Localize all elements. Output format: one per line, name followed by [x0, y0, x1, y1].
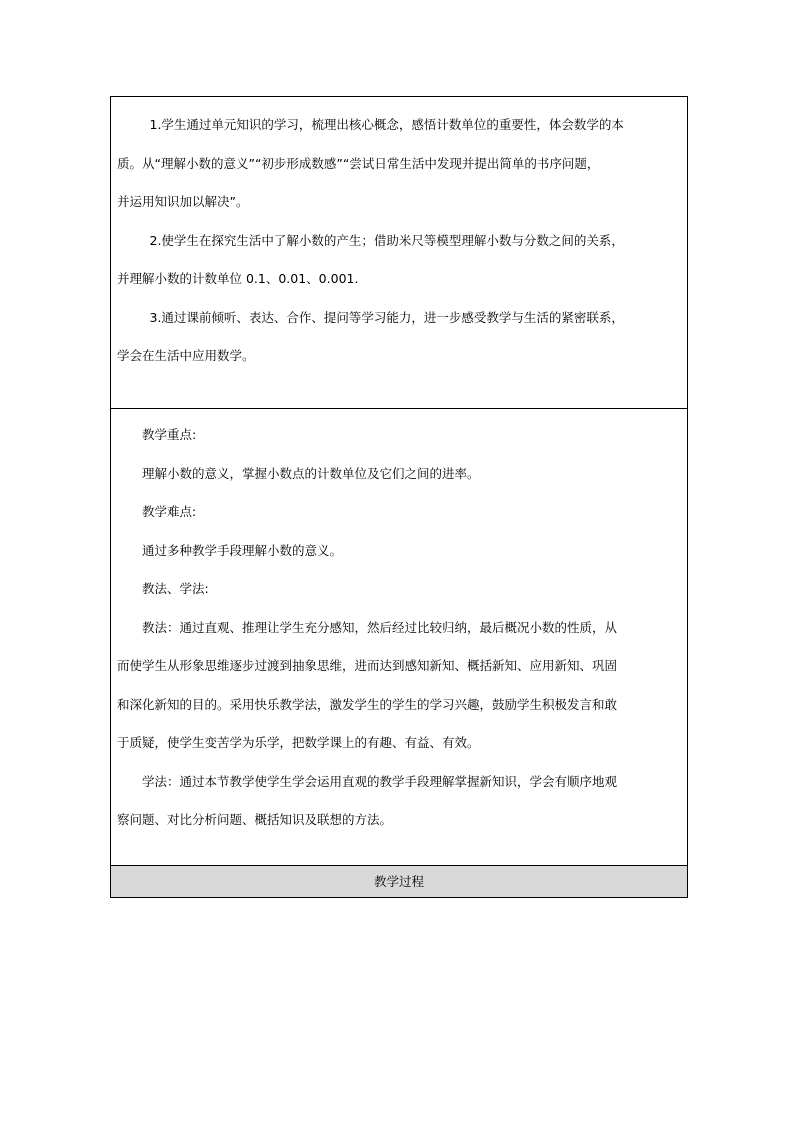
teaching-objectives-cell [111, 97, 687, 409]
learning-method-line: 察问题、对比分析问题、概括知识及联想的方法。 [117, 812, 393, 827]
learning-method-line: 学法：通过本节教学使学生学会运用直观的教学手段理解掌握新知识，学会有顺序地观 [142, 773, 618, 789]
objective-line: 并理解小数的计数单位 0.1、0.01、0.001. [117, 271, 359, 286]
objective-line: 3.通过课前倾听、表达、合作、提问等学习能力，进一步感受教学与生活的紧密联系， [149, 309, 624, 325]
teaching-method-line: 教法：通过直观、推理让学生充分感知，然后经过比较归纳，最后概况小数的性质，从 [142, 619, 618, 635]
teaching-method-line: 于质疑，使学生变苦学为乐学，把数学课上的有趣、有益、有效。 [117, 735, 480, 750]
lesson-plan-table [110, 96, 688, 898]
objective-line: 学会在生活中应用数学。 [117, 348, 255, 363]
teaching-method-line: 而使学生从形象思维逐步过渡到抽象思维，进而达到感知新知、概括新知、应用新知、巩固 [117, 658, 618, 673]
key-points-methods-cell [111, 409, 687, 866]
objective-line: 1.学生通过单元知识的学习，梳理出核心概念，感悟计数单位的重要性，体会数学的本 [149, 117, 624, 132]
difficulty-text: 通过多种教学手段理解小数的意义。 [142, 542, 343, 558]
teaching-process-header: 教学过程 [111, 866, 687, 897]
objective-line: 2.使学生在探究生活中了解小数的产生；借助米尺等模型理解小数与分数之间的关系， [149, 232, 624, 248]
key-point-text: 理解小数的意义，掌握小数点的计数单位及它们之间的进率。 [142, 465, 480, 481]
objective-line: 并运用知识加以解决”。 [117, 194, 249, 209]
teaching-method-line: 和深化新知的目的。采用快乐教学法，激发学生的学生的学习兴趣，鼓励学生积极发言和敢 [117, 696, 618, 712]
section-label: 教法、学法: [142, 581, 209, 596]
section-label: 教学难点: [142, 504, 197, 519]
objective-line: 质。从“理解小数的意义”“初步形成数感”“尝试日常生活中发现并提出简单的书序问题， [117, 155, 600, 171]
section-label: 教学重点: [142, 427, 197, 442]
